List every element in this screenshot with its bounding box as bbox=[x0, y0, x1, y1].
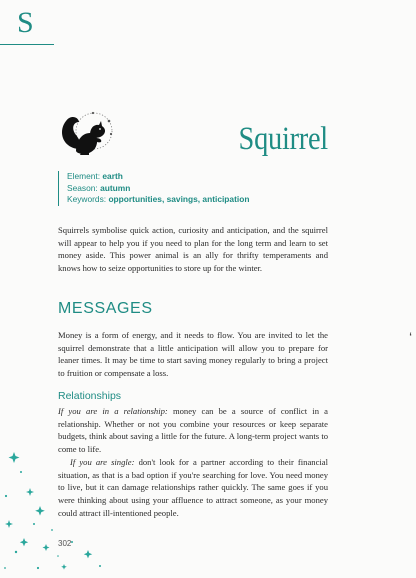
section-rule bbox=[0, 44, 54, 45]
margin-mark: ʻ bbox=[409, 330, 412, 345]
relationship-paragraph: If you are in a relationship: money can be a source of conflict in a relationship. Whether or not you combine your resources or keep separate budgets, think about saving a little for the future. A long-term project wants to come to life. bbox=[58, 406, 328, 455]
page-number: 302 bbox=[58, 539, 72, 548]
single-paragraph: If you are single: don't look for a partner according to their financial situation, as that is a bad option if you're searching for love. You need money to live, but it can damage relationships rather quickly. The same goes if you were thinking about using your affluence to attract someone, as your money could attract ill-intentioned people. bbox=[58, 456, 328, 518]
section-letter: S bbox=[17, 6, 34, 39]
relationships-heading: Relationships bbox=[58, 390, 122, 402]
sparkle-decoration bbox=[0, 440, 120, 578]
messages-paragraph: Money is a form of energy, and it needs to flow. You are invited to let the squirrel demonstrate that a little anticipation will allow you to prepare for leaner times. It may be time to start saving money regularly to bring a project to fruition or compensate a loss. bbox=[58, 330, 328, 379]
entry-title: Squirrel bbox=[238, 121, 328, 157]
attribute-element: Element: earth bbox=[67, 171, 123, 181]
attribute-keywords: Keywords: opportunities, savings, anticipation bbox=[67, 194, 250, 204]
intro-paragraph: Squirrels symbolise quick action, curiosity and anticipation, and the squirrel will appear to help you if you need to plan for the long term and learn to set money aside. This power animal is an ally for thrifty temperaments and knows how to seize opportunities to store up for the winter. bbox=[58, 225, 328, 274]
messages-heading: MESSAGES bbox=[58, 300, 153, 317]
attribute-list bbox=[58, 171, 249, 206]
squirrel-icon bbox=[56, 107, 120, 163]
attribute-season: Season: autumn bbox=[67, 182, 131, 193]
